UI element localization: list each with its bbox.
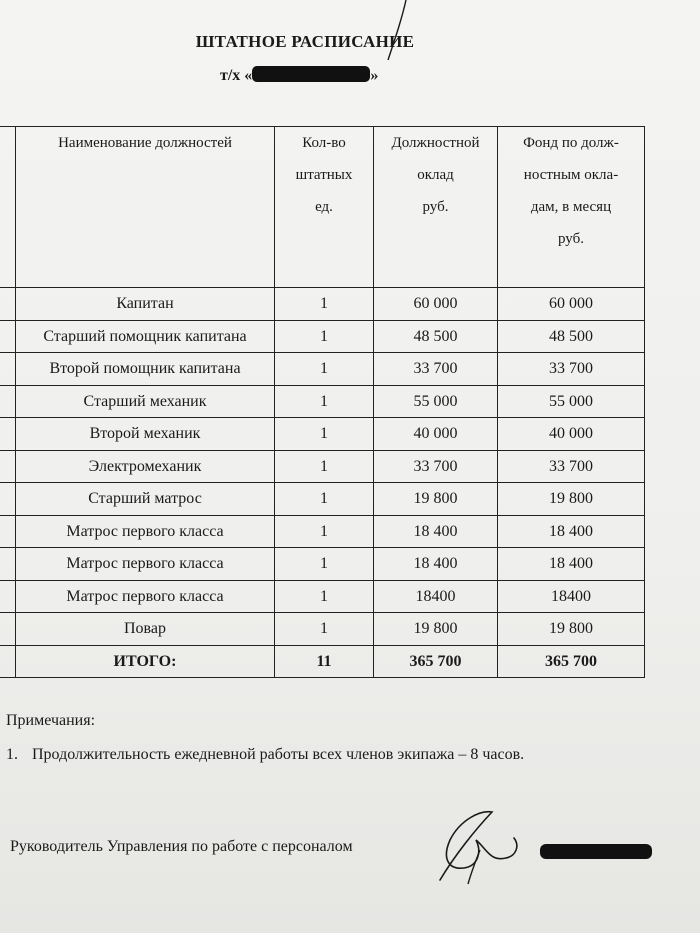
signatory-title: Руководитель Управления по работе с персоналом bbox=[10, 838, 353, 855]
cell-position: Второй помощник капитана bbox=[16, 353, 275, 386]
header-line: ед. bbox=[315, 199, 333, 215]
table-total-row bbox=[0, 645, 645, 678]
cell-salary: 40 000 bbox=[374, 418, 498, 451]
cell-count: 1 bbox=[275, 320, 374, 353]
cell-salary: 48 500 bbox=[374, 320, 498, 353]
row-spacer bbox=[0, 580, 16, 613]
row-spacer bbox=[0, 320, 16, 353]
cell-fund: 19 800 bbox=[498, 613, 645, 646]
cell-position: Матрос первого класса bbox=[16, 548, 275, 581]
cell-count: 1 bbox=[275, 548, 374, 581]
total-fund: 365 700 bbox=[498, 645, 645, 678]
cell-fund: 48 500 bbox=[498, 320, 645, 353]
vessel-suffix: » bbox=[370, 67, 379, 84]
total-salary: 365 700 bbox=[374, 645, 498, 678]
cell-salary: 19 800 bbox=[374, 613, 498, 646]
table-row bbox=[0, 548, 645, 581]
cell-salary: 18 400 bbox=[374, 515, 498, 548]
header-line: штатных bbox=[295, 167, 353, 183]
row-spacer bbox=[0, 483, 16, 516]
cell-count: 1 bbox=[275, 450, 374, 483]
total-label: ИТОГО: bbox=[16, 645, 275, 678]
cell-count: 1 bbox=[275, 353, 374, 386]
vessel-prefix: т/х « bbox=[220, 67, 253, 84]
row-spacer bbox=[0, 515, 16, 548]
cell-position: Старший матрос bbox=[16, 483, 275, 516]
cell-count: 1 bbox=[275, 613, 374, 646]
row-spacer bbox=[0, 613, 16, 646]
table-row bbox=[0, 288, 645, 321]
header-line: Фонд по долж- bbox=[523, 135, 619, 151]
cell-fund: 33 700 bbox=[498, 450, 645, 483]
cell-position: Старший механик bbox=[16, 385, 275, 418]
row-spacer bbox=[0, 385, 16, 418]
header-position bbox=[16, 127, 275, 288]
cell-salary: 33 700 bbox=[374, 353, 498, 386]
table-row bbox=[0, 613, 645, 646]
staffing-table bbox=[0, 126, 645, 678]
cell-fund: 19 800 bbox=[498, 483, 645, 516]
redacted-signatory-name bbox=[540, 844, 652, 859]
vessel-line bbox=[220, 66, 378, 85]
header-line: ностным окла- bbox=[523, 167, 619, 183]
table-row bbox=[0, 353, 645, 386]
document-title: ШТАТНОЕ РАСПИСАНИЕ bbox=[195, 32, 415, 51]
total-count: 11 bbox=[275, 645, 374, 678]
cell-count: 1 bbox=[275, 483, 374, 516]
row-spacer bbox=[0, 288, 16, 321]
header-salary bbox=[374, 127, 498, 288]
table-header-row bbox=[0, 127, 645, 288]
header-line: Наименование должностей bbox=[58, 135, 232, 151]
cell-salary: 55 000 bbox=[374, 385, 498, 418]
cell-fund: 18 400 bbox=[498, 515, 645, 548]
cell-salary: 19 800 bbox=[374, 483, 498, 516]
header-line: Должностной bbox=[391, 135, 480, 151]
header-line: оклад bbox=[417, 167, 454, 183]
note-text: Продолжительность ежедневной работы всех членов экипажа – 8 часов. bbox=[32, 746, 525, 763]
cell-position: Матрос первого класса bbox=[16, 515, 275, 548]
cell-count: 1 bbox=[275, 288, 374, 321]
cell-salary: 60 000 bbox=[374, 288, 498, 321]
handwritten-signature bbox=[420, 800, 530, 890]
row-spacer bbox=[0, 645, 16, 678]
row-spacer bbox=[0, 548, 16, 581]
table-row bbox=[0, 418, 645, 451]
cell-count: 1 bbox=[275, 418, 374, 451]
row-spacer bbox=[0, 353, 16, 386]
cell-fund: 40 000 bbox=[498, 418, 645, 451]
cell-count: 1 bbox=[275, 515, 374, 548]
cell-count: 1 bbox=[275, 385, 374, 418]
table-row bbox=[0, 385, 645, 418]
cell-salary: 33 700 bbox=[374, 450, 498, 483]
table-row bbox=[0, 580, 645, 613]
header-line: руб. bbox=[422, 199, 449, 215]
table-row bbox=[0, 320, 645, 353]
redacted-vessel-name bbox=[252, 66, 370, 82]
cell-salary: 18400 bbox=[374, 580, 498, 613]
cell-count: 1 bbox=[275, 580, 374, 613]
cell-fund: 60 000 bbox=[498, 288, 645, 321]
row-spacer bbox=[0, 450, 16, 483]
note-item bbox=[6, 746, 524, 764]
header-count bbox=[275, 127, 374, 288]
cell-position: Старший помощник капитана bbox=[16, 320, 275, 353]
note-number: 1. bbox=[6, 746, 18, 763]
cell-position: Капитан bbox=[16, 288, 275, 321]
table-row bbox=[0, 483, 645, 516]
cell-position: Электромеханик bbox=[16, 450, 275, 483]
cell-fund: 55 000 bbox=[498, 385, 645, 418]
cell-fund: 33 700 bbox=[498, 353, 645, 386]
header-fund bbox=[498, 127, 645, 288]
cell-position: Второй механик bbox=[16, 418, 275, 451]
notes-heading: Примечания: bbox=[6, 712, 96, 729]
cell-position: Повар bbox=[16, 613, 275, 646]
cell-position: Матрос первого класса bbox=[16, 580, 275, 613]
table-header-spacer bbox=[0, 127, 16, 288]
header-line: дам, в месяц bbox=[530, 199, 612, 215]
table-row bbox=[0, 515, 645, 548]
header-line: руб. bbox=[558, 231, 584, 247]
cell-fund: 18 400 bbox=[498, 548, 645, 581]
header-line: Кол-во bbox=[302, 135, 346, 151]
cell-salary: 18 400 bbox=[374, 548, 498, 581]
cell-fund: 18400 bbox=[498, 580, 645, 613]
table-row bbox=[0, 450, 645, 483]
row-spacer bbox=[0, 418, 16, 451]
